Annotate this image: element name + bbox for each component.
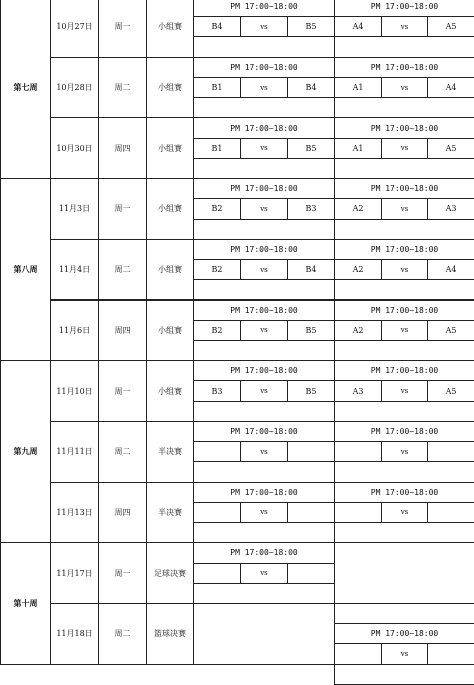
match-left-vs: vs bbox=[240, 441, 288, 462]
stage-cell: 小组赛 bbox=[146, 117, 194, 179]
empty-region bbox=[193, 603, 335, 665]
stage-cell: 篮球决赛 bbox=[146, 603, 194, 665]
match-right-home-team[interactable]: A4 bbox=[334, 16, 382, 37]
match-right-result[interactable] bbox=[334, 97, 474, 118]
match-right-time: PM 17:00~18:00 bbox=[334, 360, 474, 381]
match-left-result[interactable] bbox=[193, 158, 335, 179]
stage-cell: 小组赛 bbox=[146, 300, 194, 362]
date-cell: 11月17日 bbox=[50, 542, 99, 604]
match-right-vs: vs bbox=[381, 16, 428, 37]
match-left-time: PM 17:00~18:00 bbox=[193, 482, 335, 503]
match-right-result[interactable] bbox=[334, 279, 474, 300]
match-right-vs: vs bbox=[381, 77, 428, 98]
match-left-vs: vs bbox=[240, 380, 288, 401]
match-right-home-team[interactable] bbox=[334, 441, 382, 462]
match-left-time: PM 17:00~18:00 bbox=[193, 300, 335, 321]
match-right-result[interactable] bbox=[334, 219, 474, 240]
week-label: 第八周 bbox=[0, 178, 51, 361]
match-left-result[interactable] bbox=[193, 401, 335, 422]
match-left-vs: vs bbox=[240, 16, 288, 37]
match-left-result[interactable] bbox=[193, 279, 335, 300]
match-right-vs: vs bbox=[381, 441, 428, 462]
match-right-away-team[interactable] bbox=[427, 643, 474, 664]
date-cell: 11月10日 bbox=[50, 360, 99, 422]
match-left-vs: vs bbox=[240, 320, 288, 341]
match-right-away-team[interactable]: A5 bbox=[427, 320, 474, 341]
match-right-away-team[interactable]: A5 bbox=[427, 380, 474, 401]
stage-cell: 小组赛 bbox=[146, 178, 194, 240]
match-right-vs: vs bbox=[381, 198, 428, 219]
match-right-vs: vs bbox=[381, 320, 428, 341]
match-right-away-team[interactable] bbox=[427, 441, 474, 462]
weekday-cell: 周一 bbox=[98, 360, 147, 422]
match-right-result[interactable] bbox=[334, 522, 474, 543]
date-cell: 10月27日 bbox=[50, 0, 99, 58]
match-left-home-team[interactable]: B4 bbox=[193, 16, 241, 37]
match-right-time: PM 17:00~18:00 bbox=[334, 421, 474, 442]
weekday-cell: 周二 bbox=[98, 57, 147, 119]
match-left-vs: vs bbox=[240, 563, 288, 584]
match-left-time: PM 17:00~18:00 bbox=[193, 178, 335, 199]
match-right-vs: vs bbox=[381, 380, 428, 401]
match-left-time: PM 17:00~18:00 bbox=[193, 421, 335, 442]
match-right-home-team[interactable]: A2 bbox=[334, 259, 382, 280]
match-right-vs: vs bbox=[381, 138, 428, 159]
match-right-vs: vs bbox=[381, 502, 428, 523]
match-left-vs: vs bbox=[240, 77, 288, 98]
match-right-away-team[interactable]: A4 bbox=[427, 77, 474, 98]
match-left-away-team[interactable]: B5 bbox=[287, 380, 335, 401]
stage-cell: 足球决赛 bbox=[146, 542, 194, 604]
date-cell: 11月3日 bbox=[50, 178, 99, 240]
date-cell: 11月6日 bbox=[50, 300, 99, 362]
date-cell: 11月11日 bbox=[50, 421, 99, 483]
match-left-away-team[interactable]: B3 bbox=[287, 198, 335, 219]
weekday-cell: 周四 bbox=[98, 117, 147, 179]
empty-region bbox=[334, 542, 474, 604]
match-left-home-team[interactable] bbox=[193, 502, 241, 523]
match-right-time: PM 17:00~18:00 bbox=[334, 300, 474, 321]
match-left-away-team[interactable] bbox=[287, 502, 335, 523]
match-left-away-team[interactable]: B5 bbox=[287, 138, 335, 159]
match-right-away-team[interactable]: A4 bbox=[427, 259, 474, 280]
match-right-result[interactable] bbox=[334, 461, 474, 482]
weekday-cell: 周一 bbox=[98, 0, 147, 58]
week-label: 第十周 bbox=[0, 542, 51, 664]
stage-cell: 小组赛 bbox=[146, 239, 194, 301]
match-right-home-team[interactable]: A1 bbox=[334, 138, 382, 159]
match-left-result[interactable] bbox=[193, 97, 335, 118]
match-right-away-team[interactable]: A5 bbox=[427, 16, 474, 37]
match-left-time: PM 17:00~18:00 bbox=[193, 360, 335, 381]
match-right-result[interactable] bbox=[334, 340, 474, 361]
match-right-vs: vs bbox=[381, 643, 428, 664]
match-left-time: PM 17:00~18:00 bbox=[193, 57, 335, 78]
date-cell: 11月13日 bbox=[50, 482, 99, 544]
stage-cell: 半决赛 bbox=[146, 421, 194, 483]
date-cell: 11月4日 bbox=[50, 239, 99, 301]
stage-cell: 小组赛 bbox=[146, 360, 194, 422]
match-left-result[interactable] bbox=[193, 219, 335, 240]
match-right-home-team[interactable]: A2 bbox=[334, 198, 382, 219]
match-left-home-team[interactable] bbox=[193, 563, 241, 584]
match-left-time: PM 17:00~18:00 bbox=[193, 0, 335, 17]
match-right-home-team[interactable] bbox=[334, 643, 382, 664]
match-left-result[interactable] bbox=[193, 36, 335, 57]
weekday-cell: 周一 bbox=[98, 542, 147, 604]
match-left-away-team[interactable]: B5 bbox=[287, 320, 335, 341]
match-left-vs: vs bbox=[240, 138, 288, 159]
match-right-time: PM 17:00~18:00 bbox=[334, 117, 474, 138]
match-left-time: PM 17:00~18:00 bbox=[193, 117, 335, 138]
stage-cell: 小组赛 bbox=[146, 0, 194, 58]
match-right-away-team[interactable] bbox=[427, 502, 474, 523]
match-right-time: PM 17:00~18:00 bbox=[334, 239, 474, 260]
match-right-home-team[interactable]: A3 bbox=[334, 380, 382, 401]
match-left-result[interactable] bbox=[193, 583, 335, 604]
match-left-home-team[interactable]: B2 bbox=[193, 320, 241, 341]
match-right-away-team[interactable]: A3 bbox=[427, 198, 474, 219]
match-right-home-team[interactable] bbox=[334, 502, 382, 523]
match-right-away-team[interactable]: A5 bbox=[427, 138, 474, 159]
week-label: 第九周 bbox=[0, 360, 51, 543]
match-left-vs: vs bbox=[240, 502, 288, 523]
match-left-home-team[interactable]: B1 bbox=[193, 77, 241, 98]
match-left-away-team[interactable] bbox=[287, 441, 335, 462]
match-right-result[interactable] bbox=[334, 401, 474, 422]
match-left-time: PM 17:00~18:00 bbox=[193, 239, 335, 260]
match-left-home-team[interactable]: B2 bbox=[193, 259, 241, 280]
weekday-cell: 周二 bbox=[98, 421, 147, 483]
match-right-vs: vs bbox=[381, 259, 428, 280]
match-left-home-team[interactable]: B3 bbox=[193, 380, 241, 401]
match-left-result[interactable] bbox=[193, 461, 335, 482]
match-left-home-team[interactable] bbox=[193, 441, 241, 462]
match-left-home-team[interactable]: B1 bbox=[193, 138, 241, 159]
weekday-cell: 周四 bbox=[98, 482, 147, 544]
match-right-time: PM 17:00~18:00 bbox=[334, 482, 474, 503]
match-right-time: PM 17:00~18:00 bbox=[334, 0, 474, 17]
match-left-away-team[interactable] bbox=[287, 563, 335, 584]
match-left-vs: vs bbox=[240, 198, 288, 219]
match-left-result[interactable] bbox=[193, 522, 335, 543]
week-label: 第七周 bbox=[0, 0, 51, 179]
date-cell: 10月28日 bbox=[50, 57, 99, 119]
empty-region bbox=[334, 603, 474, 624]
match-left-result[interactable] bbox=[193, 340, 335, 361]
weekday-cell: 周二 bbox=[98, 239, 147, 301]
stage-cell: 半决赛 bbox=[146, 482, 194, 544]
match-left-away-team[interactable]: B4 bbox=[287, 77, 335, 98]
match-right-time: PM 17:00~18:00 bbox=[334, 623, 474, 644]
stage-cell: 小组赛 bbox=[146, 57, 194, 119]
match-left-home-team[interactable]: B2 bbox=[193, 198, 241, 219]
match-right-home-team[interactable]: A1 bbox=[334, 77, 382, 98]
match-right-result[interactable] bbox=[334, 664, 474, 685]
match-right-result[interactable] bbox=[334, 158, 474, 179]
match-right-result[interactable] bbox=[334, 36, 474, 57]
match-left-time: PM 17:00~18:00 bbox=[193, 542, 335, 563]
weekday-cell: 周四 bbox=[98, 300, 147, 362]
date-cell: 10月30日 bbox=[50, 117, 99, 179]
date-cell: 11月18日 bbox=[50, 603, 99, 665]
match-left-away-team[interactable]: B5 bbox=[287, 16, 335, 37]
match-right-time: PM 17:00~18:00 bbox=[334, 57, 474, 78]
match-right-home-team[interactable]: A2 bbox=[334, 320, 382, 341]
match-right-time: PM 17:00~18:00 bbox=[334, 178, 474, 199]
weekday-cell: 周二 bbox=[98, 603, 147, 665]
weekday-cell: 周一 bbox=[98, 178, 147, 240]
match-left-away-team[interactable]: B4 bbox=[287, 259, 335, 280]
match-left-vs: vs bbox=[240, 259, 288, 280]
